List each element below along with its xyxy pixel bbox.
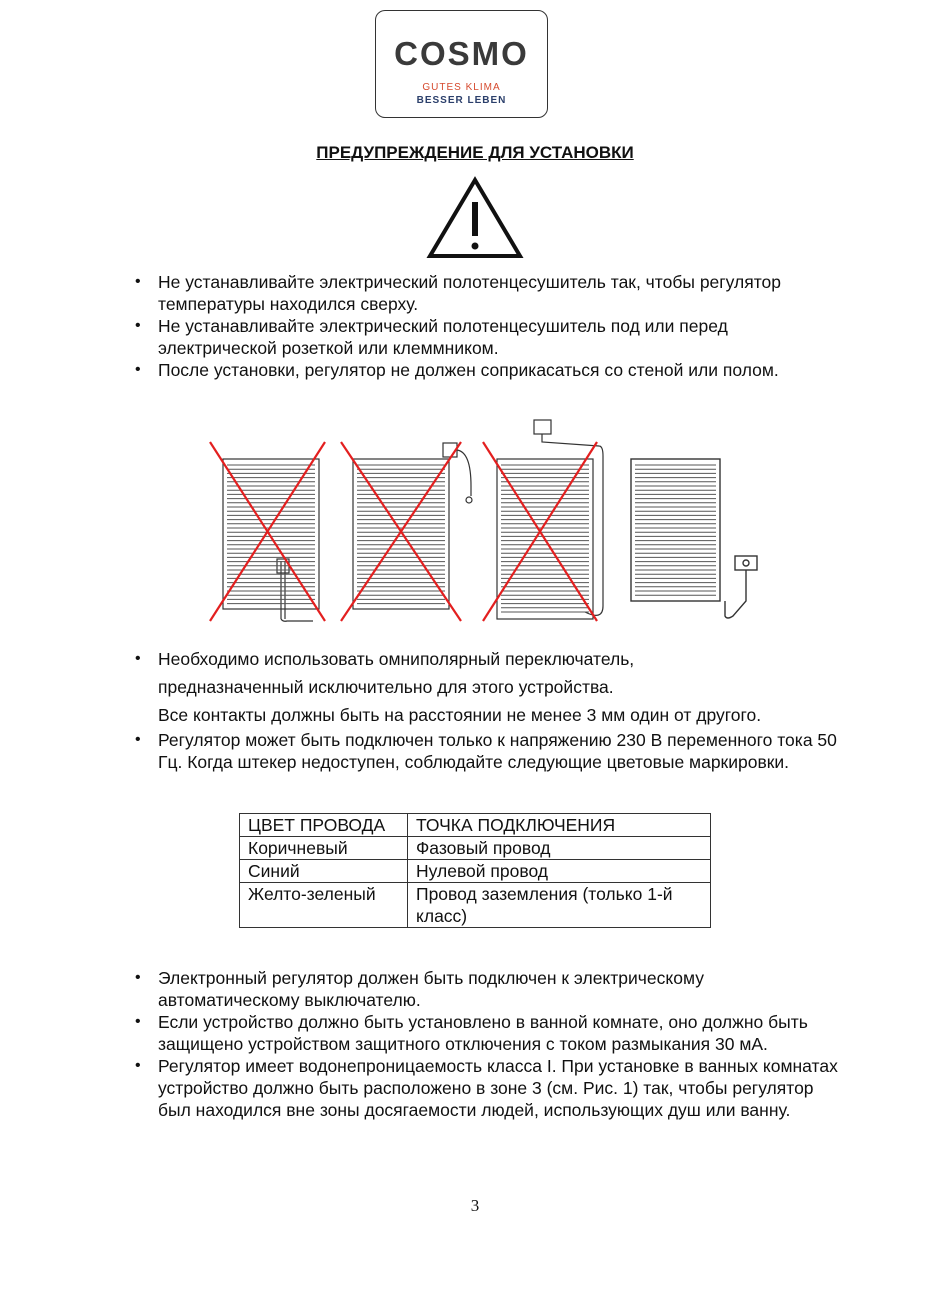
list-item: • Электронный регулятор должен быть подключен к электрическому автоматическому выключателю. (130, 967, 850, 1011)
table-header-row (240, 814, 711, 837)
list-item: • Регулятор имеет водонепроницаемость класса I. При установке в ванных комнатах устройство должно быть расположено в зоне 3 (см. Рис. 1) так, чтобы регулятор был находился вне зоны досягаемости людей, использующих душ или ванну. (130, 1055, 850, 1121)
table-cell: Нулевой провод (408, 860, 711, 883)
table-cell: Коричневый (240, 837, 408, 860)
safety-list (130, 967, 850, 1121)
table-cell: Синий (240, 860, 408, 883)
warning-triangle-icon (426, 176, 524, 260)
list-item: • Регулятор может быть подключен только к напряжению 230 В переменного тока 50 Гц. Когда штекер недоступен, соблюдайте следующие цветовые маркировки. (130, 729, 850, 773)
list-item: • Не устанавливайте электрический полотенцесушитель так, чтобы регулятор температуры находился сверху. (130, 271, 850, 315)
radiator-wrong-2 (353, 443, 472, 609)
list-item: • После установки, регулятор не должен соприкасаться со стеной или полом. (130, 359, 850, 381)
warning-list (130, 271, 850, 381)
list-item-line: Все контакты должны быть на расстоянии не менее 3 мм один от другого. (158, 705, 762, 725)
list-item: • Если устройство должно быть установлено в ванной комнате, оно должно быть защищено устройством защитного отключения с током размыкания 30 мА. (130, 1011, 850, 1055)
list-item: • Не устанавливайте электрический полотенцесушитель под или перед электрической розеткой или клеммником. (130, 315, 850, 359)
table-header-cell: ЦВЕТ ПРОВОДА (240, 814, 408, 837)
requirements-list (130, 645, 850, 773)
radiator-correct (631, 459, 757, 618)
table-header-cell: ТОЧКА ПОДКЛЮЧЕНИЯ (408, 814, 711, 837)
table-row (240, 837, 711, 860)
cosmo-logo (375, 10, 548, 118)
page-title: ПРЕДУПРЕЖДЕНИЕ ДЛЯ УСТАНОВКИ (316, 143, 634, 162)
table-row (240, 883, 711, 928)
page-number: 3 (470, 1196, 480, 1215)
table-cell: Желто-зеленый (240, 883, 408, 928)
logo-slogan-line2: BESSER LEBEN (416, 95, 507, 106)
wire-color-table (239, 813, 711, 928)
table-cell: Фазовый провод (408, 837, 711, 860)
installation-diagrams (205, 416, 775, 626)
logo-brand: COSMO (394, 35, 529, 72)
list-item-line: • Необходимо использовать омниполярный переключатель, (158, 649, 635, 669)
list-item (130, 645, 850, 729)
logo-slogan-line1: GUTES KLIMA (422, 82, 501, 93)
table-cell: Провод заземления (только 1-й класс) (408, 883, 711, 928)
table-row (240, 860, 711, 883)
list-item-line: предназначенный исключительно для этого устройства. (158, 677, 614, 697)
